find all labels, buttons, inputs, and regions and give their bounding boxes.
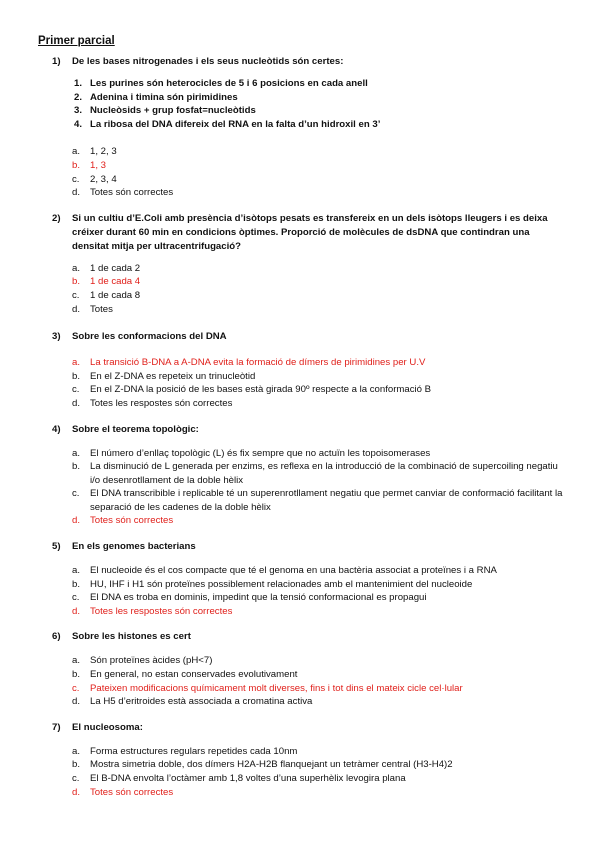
statement-item [38, 77, 566, 91]
option-list [38, 654, 566, 708]
question-heading [38, 721, 566, 735]
answer-option [38, 289, 566, 303]
option-letter: c. [72, 592, 80, 604]
option-letter: a. [72, 146, 81, 158]
answer-option [38, 654, 566, 668]
option-letter: c. [72, 682, 80, 694]
answer-option [38, 758, 566, 772]
answer-option-correct [38, 605, 566, 619]
answer-option [38, 262, 566, 276]
answer-option [38, 173, 566, 187]
option-text: En el Z-DNA la posició de les bases està girada 90º respecte a la conformació B [90, 384, 432, 396]
option-letter: a. [72, 357, 81, 369]
answer-option [38, 383, 566, 397]
statement-text: Les purines són heterocicles de 5 i 6 posicions en cada anell [90, 78, 368, 89]
option-letter: d. [72, 515, 81, 527]
question-number: 6) [52, 631, 61, 643]
statement-text: La ribosa del DNA difereix del RNA en la falta d’un hidroxil en 3’ [90, 118, 381, 130]
option-text: El B-DNA envolta l’octàmer amb 1,8 voltes d’una superhèlix levogira plana [90, 773, 406, 784]
answer-option [38, 487, 566, 514]
answer-option [38, 303, 566, 317]
option-list [38, 262, 566, 316]
question-heading [38, 212, 566, 254]
option-letter: b. [72, 461, 81, 473]
option-text: 1 de cada 4 [90, 276, 141, 288]
question-2 [38, 212, 566, 316]
answer-option [38, 447, 566, 461]
statement-number: 1. [74, 78, 83, 89]
option-letter: d. [72, 187, 81, 199]
question-number: 3) [52, 331, 61, 343]
option-letter: b. [72, 669, 81, 681]
option-text: El DNA es troba en dominis, impedint que la tensió conformacional es propagui [90, 592, 427, 604]
option-text: En general, no estan conservades evolutivament [90, 669, 298, 681]
option-letter: c. [72, 773, 80, 784]
option-letter: a. [72, 745, 81, 757]
statement-number: 3. [74, 105, 83, 117]
option-text: En el Z-DNA es repeteix un trinucleòtid [90, 370, 256, 382]
option-list [38, 745, 566, 799]
statement-list [38, 77, 566, 131]
option-text: Totes les respostes són correctes [90, 605, 233, 617]
option-letter: b. [72, 159, 81, 171]
answer-option [38, 745, 566, 759]
answer-option-correct [38, 159, 566, 173]
option-text: Forma estructures regulars repetides cada 10nm [90, 745, 298, 757]
question-text: Sobre el teorema topològic: [72, 423, 199, 435]
option-text: La H5 d’eritroides està associada a cromatina activa [90, 696, 313, 708]
option-list [38, 564, 566, 618]
answer-option [38, 695, 566, 709]
option-text: 1 de cada 2 [90, 262, 141, 274]
option-text: 1, 3 [90, 159, 107, 171]
option-letter: c. [72, 488, 80, 500]
question-heading [38, 423, 566, 437]
option-text: Totes les respostes són correctes [90, 397, 233, 409]
question-list [38, 55, 566, 799]
answer-option [38, 564, 566, 578]
question-number: 7) [52, 721, 61, 733]
option-text: Totes són correctes [90, 786, 174, 798]
question-number: 4) [52, 423, 61, 435]
option-letter: a. [72, 565, 81, 577]
option-letter: d. [72, 397, 81, 409]
answer-option [38, 145, 566, 159]
answer-option [38, 772, 566, 786]
option-text: Són proteïnes àcides (pH<7) [90, 655, 213, 667]
option-letter: b. [72, 759, 81, 771]
statement-item [38, 118, 566, 132]
option-text: El DNA transcribible i replicable té un superenrotllament negatiu que permet canviar de conformació facilitant la separació de les cadenes de la doble hèlix [90, 488, 563, 513]
option-list [38, 145, 566, 199]
option-letter: c. [72, 173, 80, 185]
option-text: El nucleoide és el cos compacte que té el genoma en una bactèria associat a proteïnes i a RNA [90, 565, 497, 577]
option-text: HU, IHF i H1 són proteïnes possiblement relacionades amb el mantenimient del nucleoide [90, 578, 473, 590]
option-letter: a. [72, 655, 81, 667]
answer-option-correct [38, 356, 566, 370]
option-text: 2, 3, 4 [90, 173, 117, 185]
answer-option [38, 460, 566, 487]
option-letter: d. [72, 696, 81, 708]
answer-option [38, 668, 566, 682]
option-letter: a. [72, 262, 81, 274]
option-letter: a. [72, 447, 81, 459]
question-5 [38, 540, 566, 618]
question-6 [38, 630, 566, 708]
statement-number: 2. [74, 91, 83, 103]
option-text: Mostra simetria doble, dos dímers H2A-H2B flanquejant un tetràmer central (H3-H4)2 [90, 759, 453, 771]
statement-text: Adenina i timina són pirimidines [90, 91, 238, 103]
question-heading [38, 630, 566, 644]
question-text: Sobre les histones es cert [72, 631, 191, 643]
option-letter: d. [72, 303, 81, 315]
question-4 [38, 423, 566, 529]
option-letter: b. [72, 370, 81, 382]
option-text: Totes són correctes [90, 187, 174, 199]
option-letter: b. [72, 578, 81, 590]
option-text: Totes [90, 303, 113, 315]
question-1 [38, 55, 566, 200]
answer-option-correct [38, 514, 566, 528]
question-text: El nucleosoma: [72, 721, 143, 733]
option-text: La disminució de L generada per enzims, es reflexa en la introducció de la combinació de supercoiling negatiu i/o desenrotllament de la doble hèlix [90, 461, 558, 486]
option-text: El número d’enllaç topològic (L) és fix sempre que no actuïn les topoisomerases [90, 447, 431, 459]
question-heading [38, 540, 566, 554]
statement-item [38, 91, 566, 105]
option-text: Pateixen modificacions químicament molt diverses, fins i tot dins el mateix cicle cel·lular [90, 682, 463, 694]
option-text: 1, 2, 3 [90, 146, 117, 158]
option-text: La transició B-DNA a A-DNA evita la formació de dímers de pirimidines per U.V [90, 357, 426, 369]
option-list [38, 447, 566, 529]
answer-option [38, 591, 566, 605]
option-letter: d. [72, 786, 81, 798]
question-text: Si un cultiu d’E.Coli amb presència d’isòtops pesats es transfereix en un dels isòtops lleugers i es deixa créixer durant 60 min en condicions òptimes. Proporció de molècules de dsDNA que contindran una densitat mitja per ultracentrifugació? [72, 212, 548, 252]
question-number: 1) [52, 56, 61, 67]
answer-option-correct [38, 786, 566, 800]
answer-option [38, 578, 566, 592]
option-text: Totes són correctes [90, 515, 174, 527]
question-text: En els genomes bacterians [72, 541, 196, 553]
question-heading [38, 55, 566, 69]
option-letter: c. [72, 289, 80, 301]
question-3 [38, 330, 566, 410]
answer-option [38, 186, 566, 200]
question-text: De les bases nitrogenades i els seus nucleòtids són certes: [72, 56, 344, 67]
option-text: 1 de cada 8 [90, 289, 141, 301]
option-letter: d. [72, 605, 81, 617]
option-letter: c. [72, 384, 80, 396]
statement-text: Nucleòsids + grup fosfat=nucleòtids [90, 105, 256, 117]
question-number: 2) [52, 212, 61, 224]
answer-option [38, 397, 566, 411]
answer-option [38, 370, 566, 384]
question-text: Sobre les conformacions del DNA [72, 331, 227, 343]
statement-number: 4. [74, 118, 83, 130]
answer-option-correct [38, 275, 566, 289]
page-title: Primer parcial [38, 35, 115, 47]
question-number: 5) [52, 541, 61, 553]
answer-option-correct [38, 682, 566, 696]
option-list [38, 356, 566, 410]
question-7 [38, 721, 566, 799]
question-heading [38, 330, 566, 344]
statement-item [38, 104, 566, 118]
option-letter: b. [72, 276, 81, 288]
